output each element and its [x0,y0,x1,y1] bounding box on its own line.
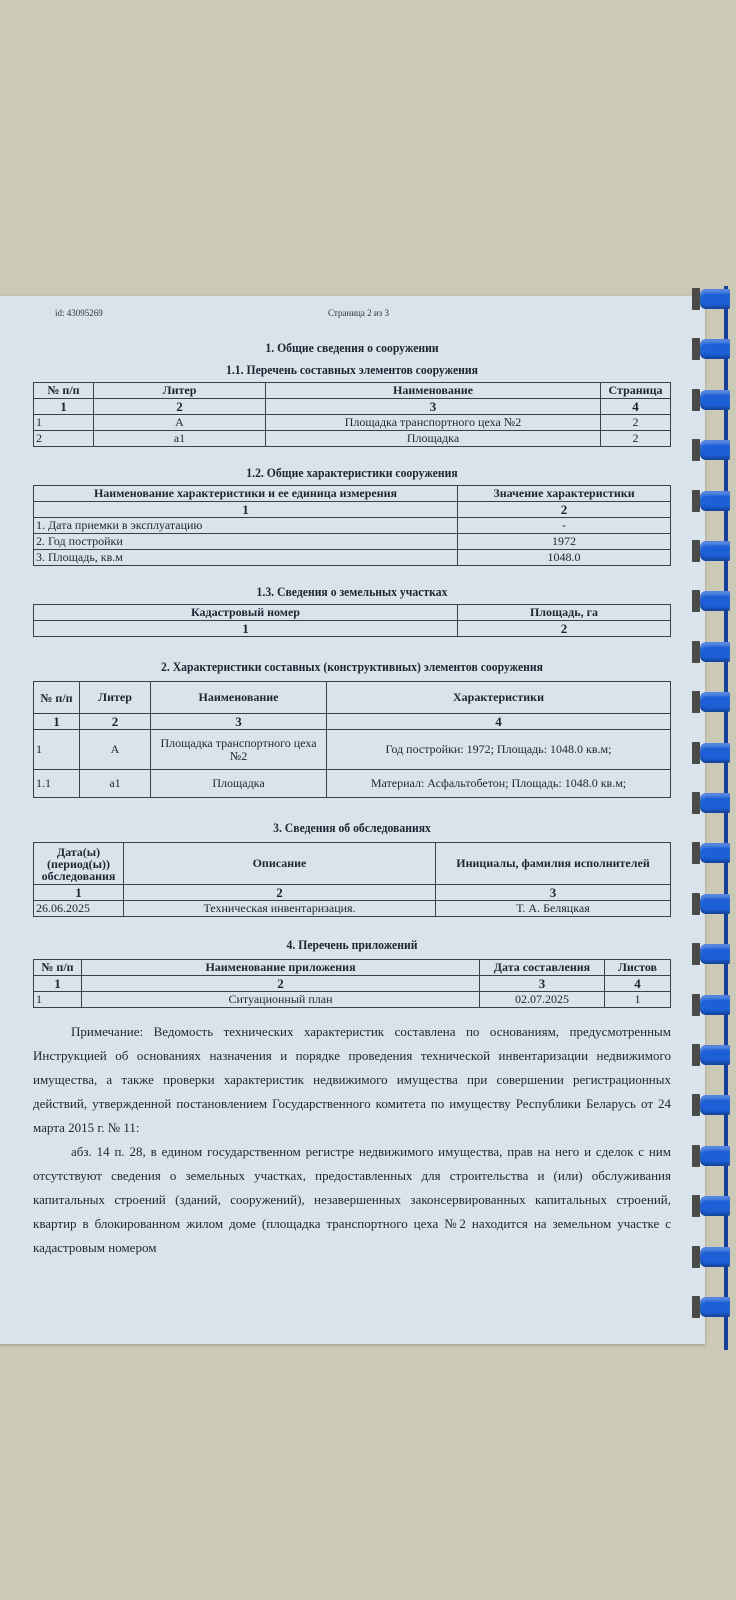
binding-ring [692,590,722,612]
spiral-binding [692,286,736,1350]
binding-ring [692,943,722,965]
structural-elements-table [33,681,671,798]
column-number: 1 [34,714,80,730]
note-block [33,1020,671,1260]
column-header: Наименование приложения [82,960,480,976]
binding-ring [692,1296,722,1318]
document-page [0,296,705,1344]
table-row [34,992,671,1008]
cell: 26.06.2025 [34,901,124,917]
binding-ring [692,540,722,562]
section-1-1-title: 1.1. Перечень составных элементов сооружения [226,362,478,377]
binding-ring [692,842,722,864]
binding-ring [692,1246,722,1268]
column-header: Страница [601,383,671,399]
column-number: 3 [151,714,327,730]
table-row [34,901,671,917]
table-row [34,730,671,770]
cell: 1. Дата приемки в эксплуатацию [34,518,458,534]
binding-ring [692,1145,722,1167]
binding-ring [692,1094,722,1116]
attachments-table [33,959,671,1008]
column-header: Дата составления [480,960,605,976]
general-characteristics-table [33,485,671,566]
land-plots-table [33,604,671,637]
binding-ring [692,1195,722,1217]
cell: 1.1 [34,770,80,798]
column-header: Значение характеристики [458,486,671,502]
cell: Площадка [151,770,327,798]
cell: 2 [34,431,94,447]
binding-ring [692,439,722,461]
page-number: Страница 2 из 3 [328,308,389,318]
binding-ring [692,641,722,663]
cell: 1972 [458,534,671,550]
column-number: 2 [80,714,151,730]
cell: А [80,730,151,770]
section-1-3-title: 1.3. Сведения о земельных участках [256,584,448,599]
table-row [34,534,671,550]
elements-list-table [33,382,671,447]
section-1-title: 1. Общие сведения о сооружении [265,340,439,355]
cell: 2 [601,431,671,447]
column-number: 4 [327,714,671,730]
cell: Ситуационный план [82,992,480,1008]
cell: Площадка [266,431,601,447]
section-4-title: 4. Перечень приложений [286,937,418,952]
column-number: 1 [34,885,124,901]
binding-ring [692,490,722,512]
column-header: Дата(ы) (период(ы)) обследования [34,843,124,885]
column-number: 2 [458,502,671,518]
column-header: Наименование характеристики и ее единица измерения [34,486,458,502]
column-header: № п/п [34,682,80,714]
cell: а1 [80,770,151,798]
binding-ring [692,288,722,310]
note-paragraph: абз. 14 п. 28, в едином государственном регистре недвижимого имущества, прав на него и сделок с ним отсутствуют сведения о земельных участках, предоставленных для строительства и (или) обслуживания капитальных строений (зданий, сооружений), незавершенных законсервированных капитальных строений, квартир в блокированном жилом доме (площадка транспортного цеха №2 находится на земельном участке с кадастровым номером [33,1144,671,1255]
table-row [34,550,671,566]
column-number: 3 [266,399,601,415]
binding-ring [692,338,722,360]
cell: Год постройки: 1972; Площадь: 1048.0 кв.м; [327,730,671,770]
cell: 3. Площадь, кв.м [34,550,458,566]
column-number: 4 [605,976,671,992]
binding-ring [692,994,722,1016]
table-row [34,770,671,798]
document-id: id: 43095269 [55,308,103,318]
column-number: 1 [34,502,458,518]
binding-ring [692,1044,722,1066]
table-row [34,431,671,447]
binding-ring [692,792,722,814]
cell: Т. А. Беляцкая [436,901,671,917]
document-content [33,340,671,1260]
column-header: Кадастровый номер [34,605,458,621]
column-header: Инициалы, фамилия исполнителей [436,843,671,885]
column-header: № п/п [34,383,94,399]
column-header: Описание [124,843,436,885]
cell: 1048.0 [458,550,671,566]
column-header: Наименование [151,682,327,714]
cell: 1 [34,992,82,1008]
column-header: Литер [80,682,151,714]
column-number: 3 [436,885,671,901]
note-paragraph: Примечание: Ведомость технических характеристик составлена по основаниям, предусмотренным Инструкцией об основаниях назначения и порядке проведения технической инвентаризации недвижимого имущества, а также проверки характеристик недвижимого имущества при совершении регистрационных действий, утвержденной постановлением Государственного комитета по имуществу Республики Беларусь от 24 марта 2015 г. № 11: [33,1024,671,1135]
column-header: Характеристики [327,682,671,714]
binding-ring [692,893,722,915]
column-number: 1 [34,976,82,992]
table-row [34,518,671,534]
column-number: 2 [82,976,480,992]
section-3-title: 3. Сведения об обследованиях [273,820,431,835]
column-header: Наименование [266,383,601,399]
cell: 1 [34,415,94,431]
cell: Площадка транспортного цеха №2 [266,415,601,431]
column-number: 2 [458,621,671,637]
cell: 1 [605,992,671,1008]
binding-ring [692,691,722,713]
surveys-table [33,842,671,917]
cell: 02.07.2025 [480,992,605,1008]
section-2-title: 2. Характеристики составных (конструктивных) элементов сооружения [161,659,543,674]
cell: А [94,415,266,431]
column-header: Листов [605,960,671,976]
column-number: 1 [34,621,458,637]
table-row [34,415,671,431]
cell: Техническая инвентаризация. [124,901,436,917]
column-number: 2 [124,885,436,901]
column-number: 2 [94,399,266,415]
binding-ring [692,742,722,764]
column-number: 3 [480,976,605,992]
binding-ring [692,389,722,411]
cell: а1 [94,431,266,447]
column-number: 1 [34,399,94,415]
cell: Материал: Асфальтобетон; Площадь: 1048.0 кв.м; [327,770,671,798]
cell: - [458,518,671,534]
section-1-2-title: 1.2. Общие характеристики сооружения [246,465,458,480]
cell: 2. Год постройки [34,534,458,550]
column-header: № п/п [34,960,82,976]
column-number: 4 [601,399,671,415]
cell: Площадка транспортного цеха №2 [151,730,327,770]
cell: 2 [601,415,671,431]
column-header: Площадь, га [458,605,671,621]
cell: 1 [34,730,80,770]
column-header: Литер [94,383,266,399]
